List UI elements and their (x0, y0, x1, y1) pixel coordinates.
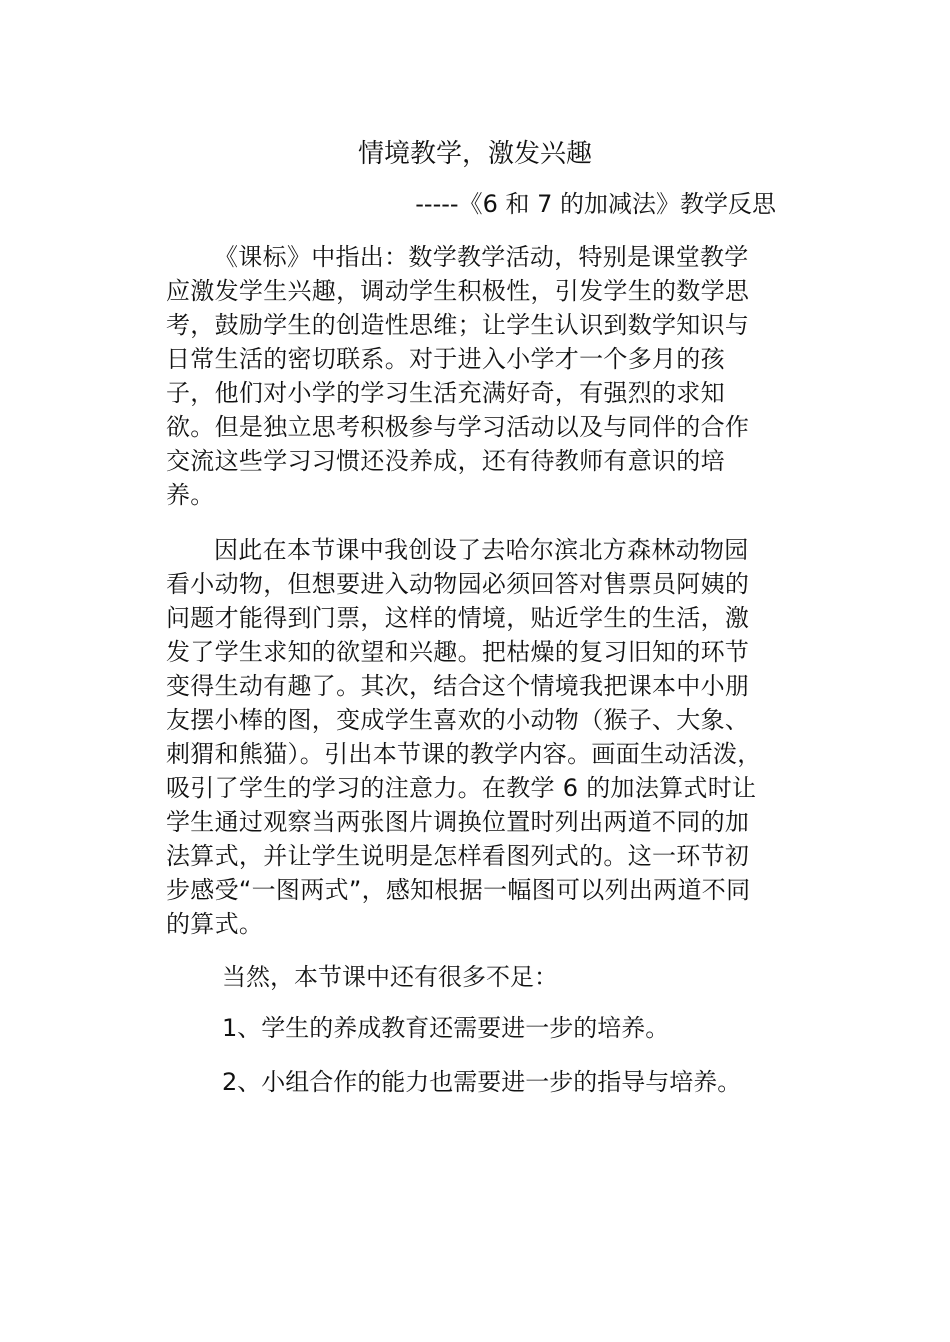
document-title: 情境教学，激发兴趣 (357, 139, 592, 169)
shortcoming-item-2: 2、小组合作的能力也需要进一步的指导与培养。 (222, 1068, 742, 1096)
shortcomings-intro: 当然，本节课中还有很多不足： (222, 963, 558, 991)
shortcoming-item-1: 1、学生的养成教育还需要进一步的培养。 (222, 1014, 670, 1042)
paragraph-teaching-scenario: 因此在本节课中我创设了去哈尔滨北方森林动物园看小动物，但想要进入动物园必须回答对售票员阿姨的问题才能得到门票，这样的情境，贴近学生的生活，激发了学生求知的欲望和兴趣。把枯燥的复习旧知的环节变得生动有趣了。其次，结合这个情境我把课本中小朋友摆小棒的图，变成学生喜欢的小动物（猴子、大象、刺猬和熊猫）。引出本节课的教学内容。画面生动活泼，吸引了学生的学习的注意力。在教学 6 的加法算式时让学生通过观察当两张图片调换位置时列出两道不同的加法算式，并让学生说明是怎样看图列式的。这一环节初步感受“一图两式”，感知根据一幅图可以列出两道不同的算式。 (166, 536, 762, 938)
paragraph-curriculum-standard: 《课标》中指出：数学教学活动，特别是课堂教学应激发学生兴趣，调动学生积极性，引发学生的数学思考，鼓励学生的创造性思维；让学生认识到数学知识与日常生活的密切联系。对于进入小学才一个多月的孩子，他们对小学的学习生活充满好奇，有强烈的求知欲。但是独立思考积极参与学习活动以及与同伴的合作交流这些学习习惯还没养成，还有待教师有意识的培养。 (166, 243, 750, 509)
document-subtitle: -----《6 和 7 的加减法》教学反思 (415, 190, 776, 218)
